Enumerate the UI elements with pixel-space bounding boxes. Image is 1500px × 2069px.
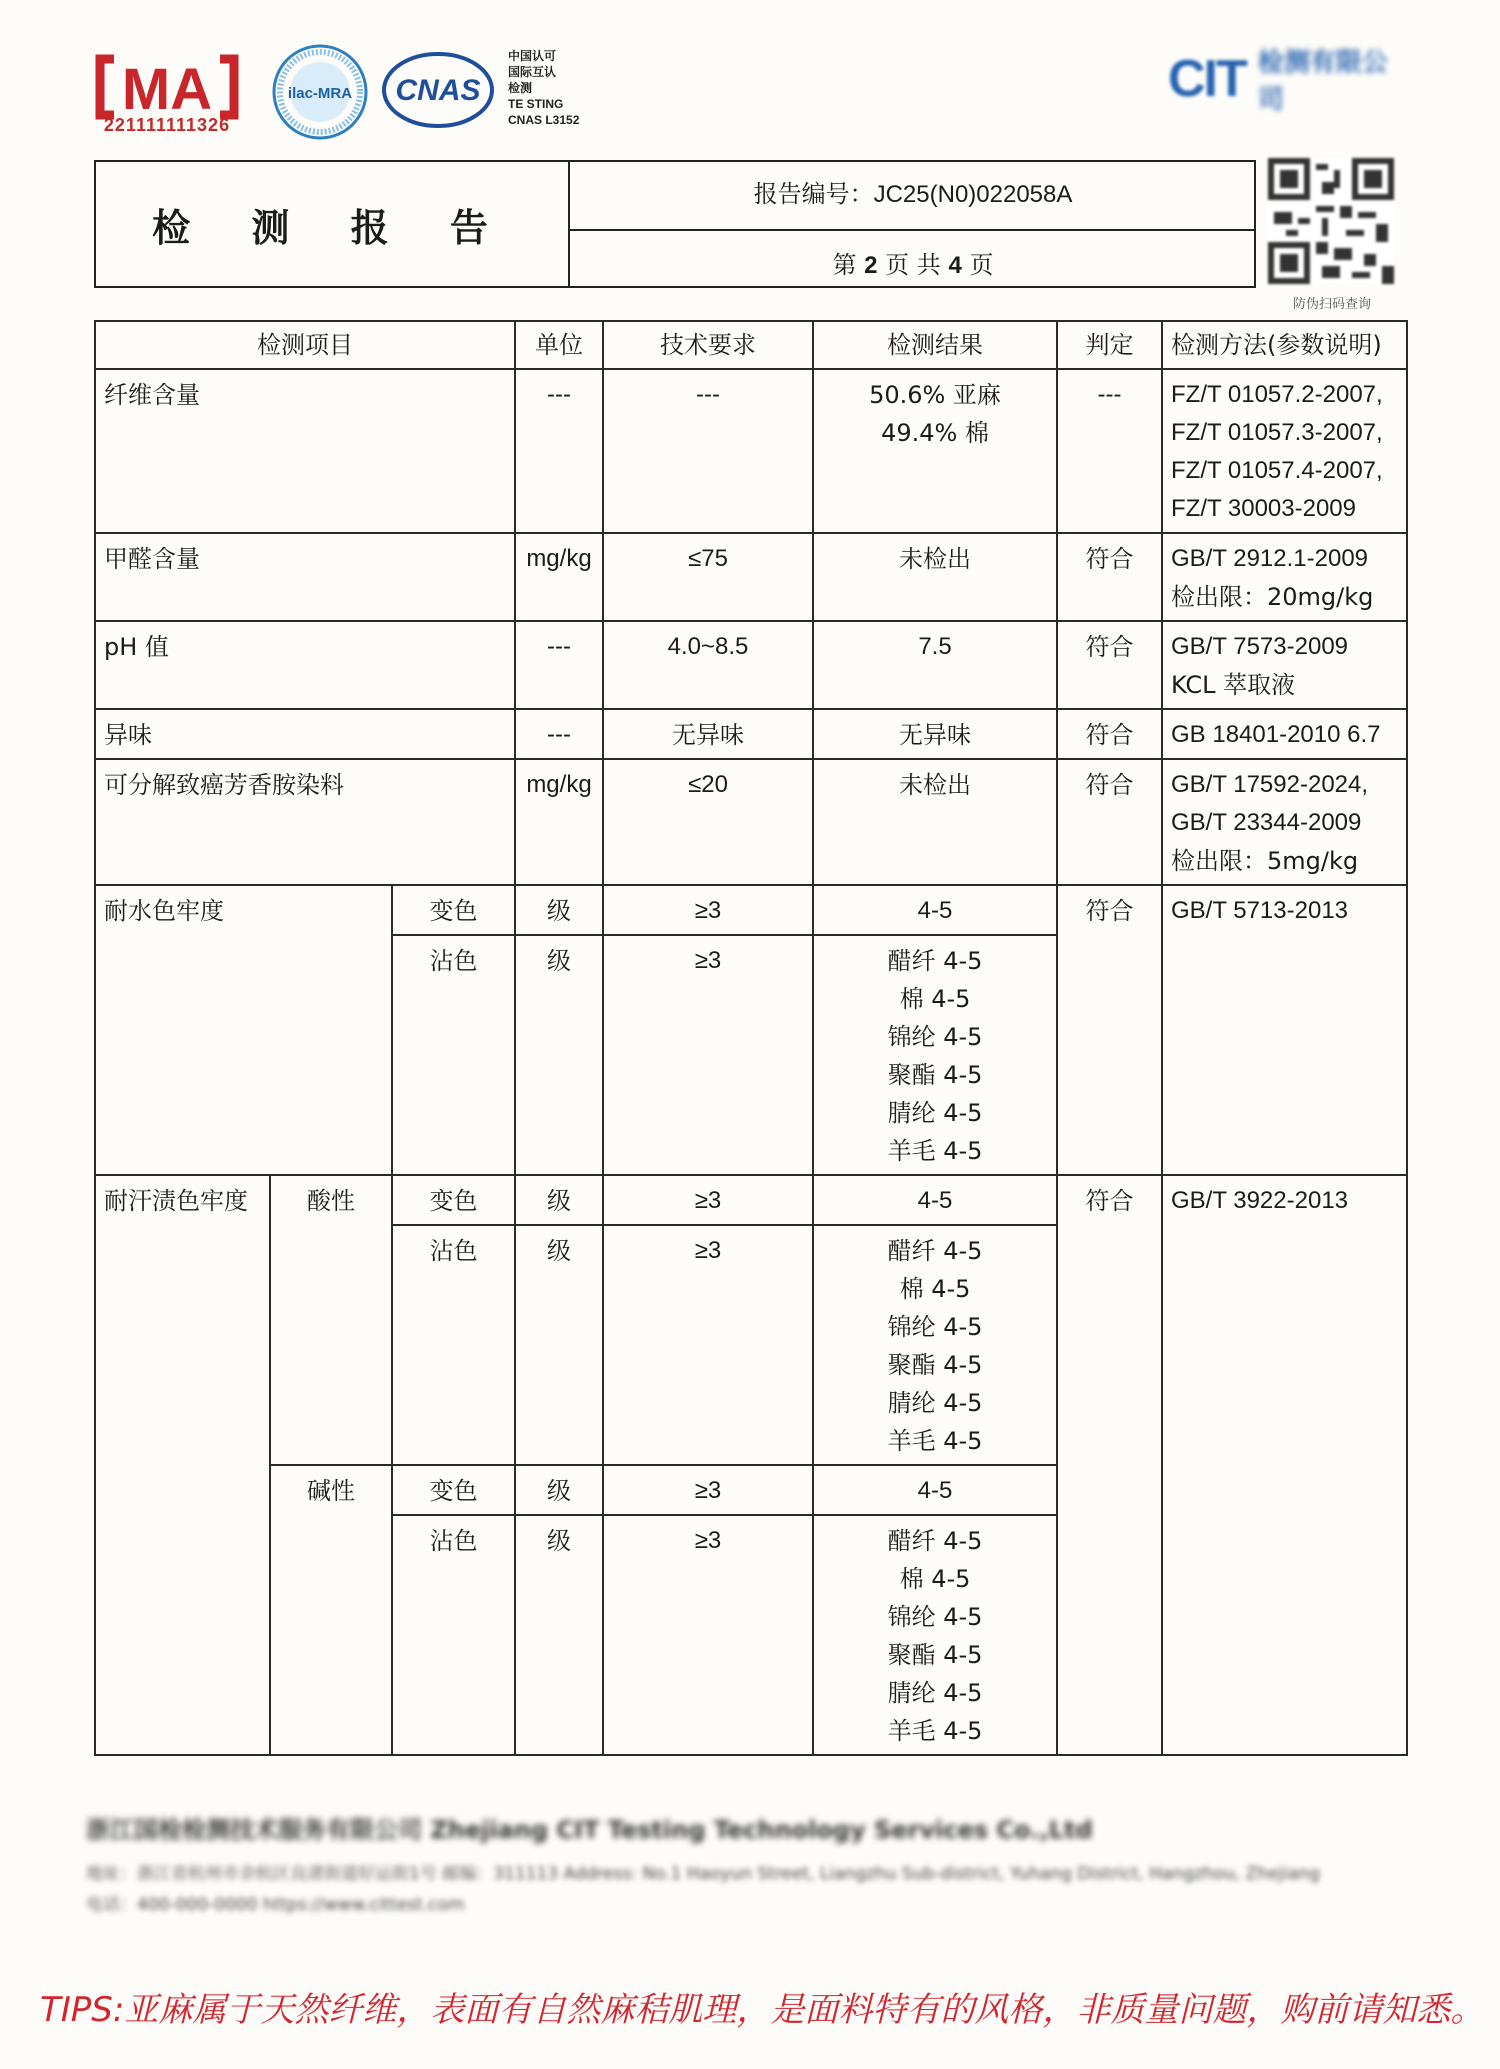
result-cell: [813, 1225, 1057, 1465]
cit-name: 检测有限公司: [1257, 48, 1388, 115]
page-mid: 页 共: [885, 251, 941, 279]
unit-cell: 级: [515, 1175, 603, 1225]
cnas-logo: [382, 52, 494, 128]
report-number-value: JC25(N0)022058A: [873, 181, 1073, 208]
qr-caption: 防伪扫码查询: [1292, 297, 1371, 312]
result-line: 49.4% 棉: [881, 419, 989, 447]
method-line: KCL 萃取液: [1171, 671, 1296, 699]
unit-cell: ---: [515, 369, 603, 533]
table-row: [95, 533, 1407, 621]
unit-cell: mg/kg: [515, 533, 603, 621]
sub-item-stain: 沾色: [392, 1515, 515, 1755]
company-address: 地址：浙江省杭州市余杭区良渚街道好运街1号 邮编：311113 Address: No.1 Haoyun Street, Liangzhu Sub-district, Yuhang District, Hangzhou, Zhejiang: [86, 1864, 1320, 1884]
unit-cell: 级: [515, 885, 603, 935]
page-indicator: [570, 245, 1256, 280]
cit-mark: CIT: [1168, 50, 1246, 108]
item-ph: pH 值: [95, 621, 515, 709]
requirement-cell: ≥3: [603, 1465, 813, 1515]
sub-item-change: 变色: [392, 885, 515, 935]
judgement-cell: 符合: [1057, 533, 1162, 621]
judgement-cell: 符合: [1057, 709, 1162, 759]
cma-text: MA: [121, 57, 213, 122]
method-line: GB/T 2912.1-2009: [1171, 545, 1369, 572]
unit-cell: ---: [515, 709, 603, 759]
stain-result-line: 棉 4-5: [899, 1565, 971, 1593]
sub-item-acid: 酸性: [270, 1175, 392, 1465]
method-cell: GB/T 5713-2013: [1162, 885, 1407, 1175]
unit-cell: 级: [515, 935, 603, 1175]
requirement-cell: ≥3: [603, 1225, 813, 1465]
method-line: GB/T 7573-2009: [1171, 633, 1349, 660]
item-water-fastness: 耐水色牢度: [95, 885, 392, 1175]
report-number-label: 报告编号：: [753, 180, 874, 208]
requirement-cell: ≤20: [603, 759, 813, 885]
method-line: 检出限：5mg/kg: [1171, 847, 1359, 875]
stain-result-line: 棉 4-5: [899, 1275, 971, 1303]
table-row: [95, 621, 1407, 709]
method-line: FZ/T 01057.2-2007,: [1171, 381, 1383, 408]
cit-logo: [1168, 44, 1408, 114]
page-total: 4: [948, 252, 962, 279]
col-header-method: 检测方法(参数说明): [1162, 321, 1407, 369]
result-cell: [813, 369, 1057, 533]
judgement-cell: 符合: [1057, 885, 1162, 1175]
stain-result-line: 醋纤 4-5: [887, 947, 983, 975]
table-row: [95, 369, 1407, 533]
report-number: [570, 174, 1256, 209]
item-formaldehyde: 甲醛含量: [95, 533, 515, 621]
sub-item-alkali: 碱性: [270, 1465, 392, 1755]
table-row: [95, 1175, 1407, 1225]
result-cell: 4-5: [813, 1175, 1057, 1225]
unit-cell: 级: [515, 1225, 603, 1465]
requirement-cell: ≥3: [603, 935, 813, 1175]
company-footer: [86, 1810, 1416, 1915]
method-cell: GB/T 3922-2013: [1162, 1175, 1407, 1755]
requirement-cell: ≤75: [603, 533, 813, 621]
method-line: GB/T 23344-2009: [1171, 809, 1362, 836]
table-header-row: [95, 321, 1407, 369]
cnas-line: 检测: [508, 81, 533, 95]
requirement-cell: ≥3: [603, 1175, 813, 1225]
unit-cell: 级: [515, 1515, 603, 1755]
stain-result-line: 羊毛 4-5: [887, 1717, 983, 1745]
stain-result-line: 羊毛 4-5: [887, 1137, 983, 1165]
stain-result-line: 醋纤 4-5: [887, 1237, 983, 1265]
method-line: FZ/T 01057.3-2007,: [1171, 419, 1383, 446]
item-aromatic-amine: 可分解致癌芳香胺染料: [95, 759, 515, 885]
method-line: FZ/T 01057.4-2007,: [1171, 457, 1383, 484]
result-cell: [813, 1515, 1057, 1755]
cnas-side-text: [508, 48, 579, 128]
cma-number: 221111111326: [103, 115, 231, 135]
result-cell: 未检出: [813, 533, 1057, 621]
col-header-judgement: 判定: [1057, 321, 1162, 369]
method-cell: [1162, 533, 1407, 621]
method-line: FZ/T 30003-2009: [1171, 495, 1357, 522]
stain-result-line: 聚酯 4-5: [887, 1351, 983, 1379]
cnas-line: TE STING: [508, 97, 564, 111]
stain-result-line: 聚酯 4-5: [887, 1641, 983, 1669]
method-line: 检出限：20mg/kg: [1171, 583, 1374, 611]
sub-item-stain: 沾色: [392, 1225, 515, 1465]
method-cell: [1162, 621, 1407, 709]
judgement-cell: ---: [1057, 369, 1162, 533]
stain-result-line: 腈纶 4-5: [887, 1679, 983, 1707]
cnas-line: 国际互认: [508, 65, 557, 79]
table-row: [95, 709, 1407, 759]
page-current: 2: [864, 252, 878, 279]
item-perspiration-fastness: 耐汗渍色牢度: [95, 1175, 270, 1755]
item-fiber: 纤维含量: [95, 369, 515, 533]
page-suffix: 页: [969, 251, 994, 279]
table-row: [95, 759, 1407, 885]
qr-code[interactable]: [1268, 158, 1394, 284]
col-header-unit: 单位: [515, 321, 603, 369]
stain-result-line: 聚酯 4-5: [887, 1061, 983, 1089]
requirement-cell: ---: [603, 369, 813, 533]
ilac-mra-logo: [270, 42, 370, 142]
sub-item-change: 变色: [392, 1465, 515, 1515]
result-cell: 4-5: [813, 1465, 1057, 1515]
stain-result-line: 醋纤 4-5: [887, 1527, 983, 1555]
cnas-text: CNAS: [395, 74, 481, 107]
ilac-text: ilac-MRA: [287, 85, 353, 102]
sub-item-change: 变色: [392, 1175, 515, 1225]
stain-result-line: 羊毛 4-5: [887, 1427, 983, 1455]
stain-result-line: 腈纶 4-5: [887, 1099, 983, 1127]
stain-result-line: 锦纶 4-5: [887, 1313, 983, 1341]
stain-result-line: 棉 4-5: [899, 985, 971, 1013]
judgement-cell: 符合: [1057, 1175, 1162, 1755]
sub-item-stain: 沾色: [392, 935, 515, 1175]
requirement-cell: 4.0~8.5: [603, 621, 813, 709]
method-cell: [1162, 369, 1407, 533]
result-cell: 未检出: [813, 759, 1057, 885]
page-prefix: 第: [832, 251, 857, 279]
requirement-cell: ≥3: [603, 885, 813, 935]
result-line: 50.6% 亚麻: [869, 381, 1001, 409]
judgement-cell: 符合: [1057, 759, 1162, 885]
requirement-cell: 无异味: [603, 709, 813, 759]
col-header-result: 检测结果: [813, 321, 1057, 369]
method-line: GB/T 17592-2024,: [1171, 771, 1369, 798]
report-title: 检 测 报 告: [152, 204, 512, 250]
item-odor: 异味: [95, 709, 515, 759]
company-name: 浙江国检检测技术服务有限公司 Zhejiang CIT Testing Technology Services Co.,Ltd: [86, 1816, 1093, 1844]
unit-cell: mg/kg: [515, 759, 603, 885]
judgement-cell: 符合: [1057, 621, 1162, 709]
unit-cell: 级: [515, 1465, 603, 1515]
cnas-line: CNAS L3152: [508, 113, 580, 127]
unit-cell: ---: [515, 621, 603, 709]
stain-result-line: 锦纶 4-5: [887, 1023, 983, 1051]
company-contact: 电话：400-000-0000 https://www.cittest.com: [86, 1895, 465, 1915]
result-cell: 无异味: [813, 709, 1057, 759]
col-header-item: 检测项目: [95, 321, 515, 369]
result-cell: 4-5: [813, 885, 1057, 935]
cnas-line: 中国认可: [508, 49, 557, 63]
table-row: [95, 885, 1407, 935]
requirement-cell: ≥3: [603, 1515, 813, 1755]
stain-result-line: 腈纶 4-5: [887, 1389, 983, 1417]
stain-result-line: 锦纶 4-5: [887, 1603, 983, 1631]
header-divider: [568, 229, 1256, 231]
test-results-table: [94, 320, 1408, 1756]
col-header-requirement: 技术要求: [603, 321, 813, 369]
method-cell: GB 18401-2010 6.7: [1162, 709, 1407, 759]
tips-note: TIPS:亚麻属于天然纤维，表面有自然麻秸肌理，是面料特有的风格，非质量问题，购前请知悉。: [40, 1990, 1485, 2030]
result-cell: 7.5: [813, 621, 1057, 709]
result-cell: [813, 935, 1057, 1175]
method-cell: [1162, 759, 1407, 885]
